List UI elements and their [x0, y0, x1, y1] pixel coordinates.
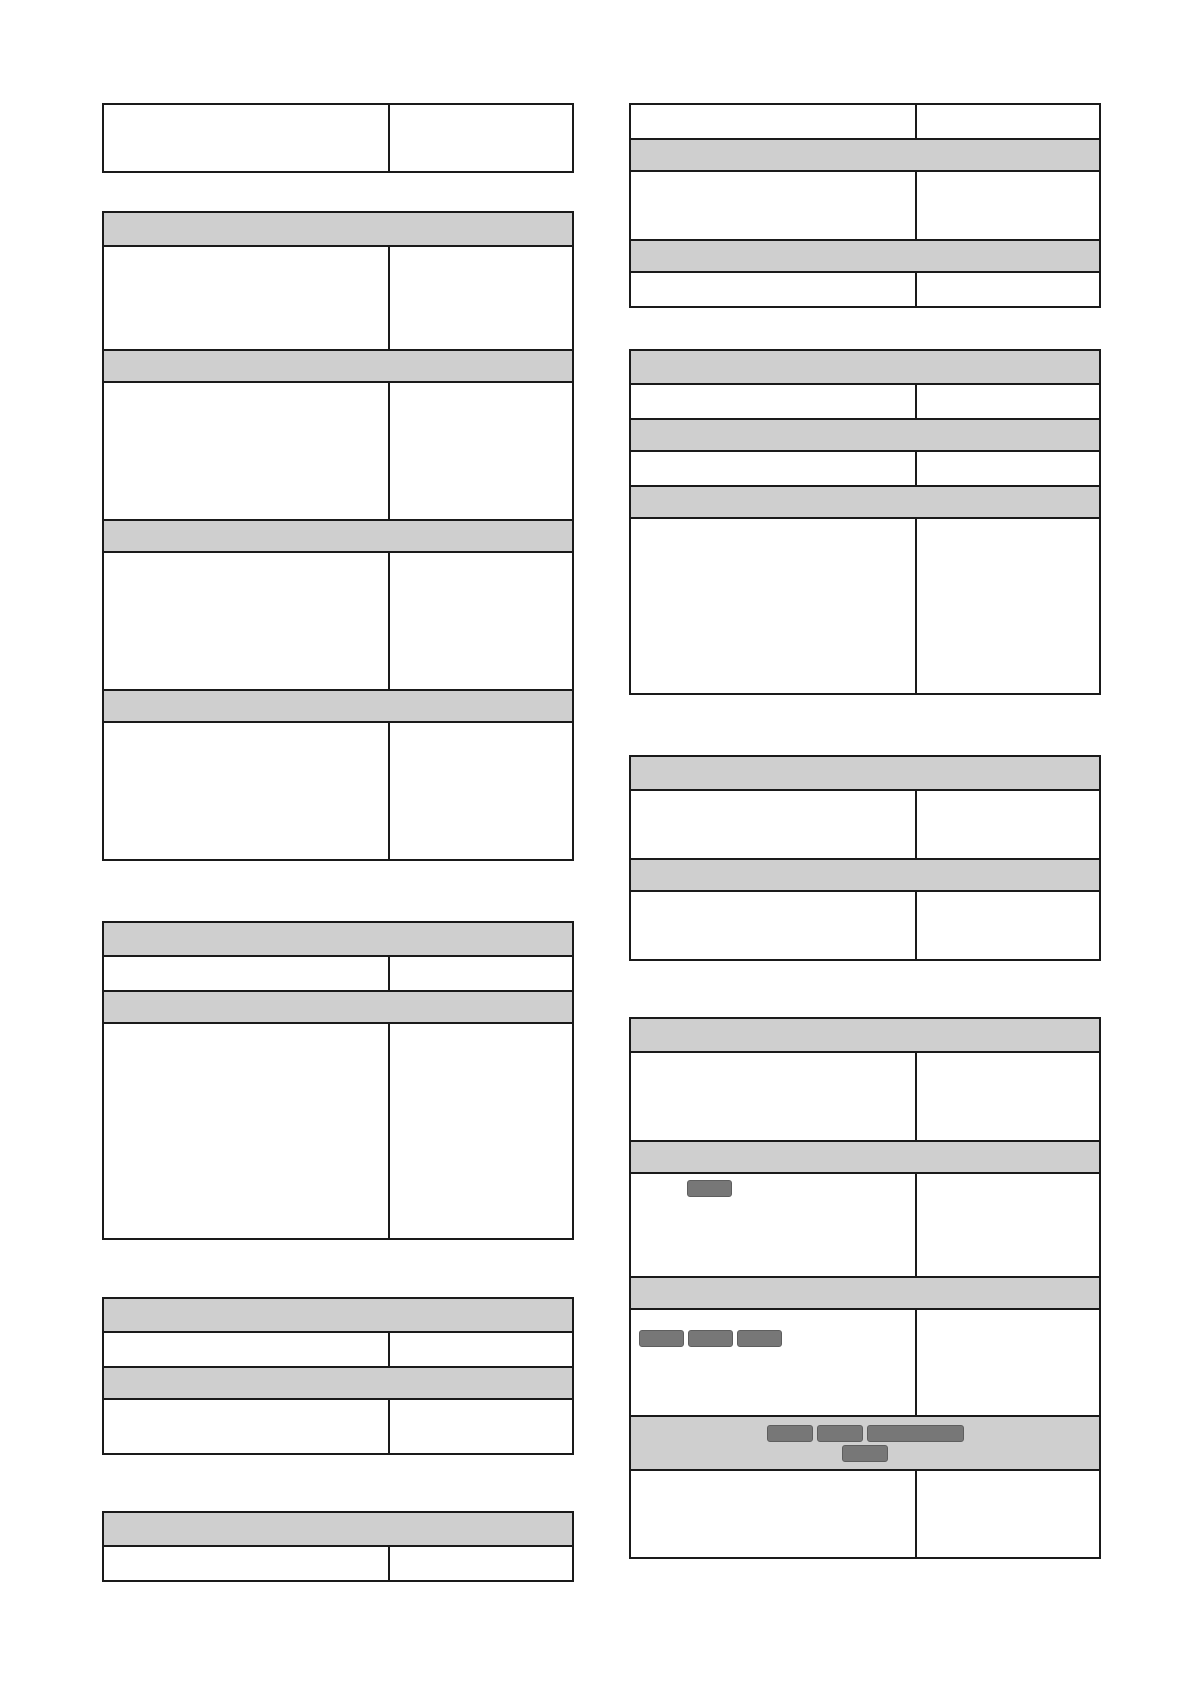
table-row	[631, 383, 1099, 418]
table-row	[104, 1331, 572, 1366]
redaction-group	[631, 1310, 915, 1347]
table-cell-value	[390, 723, 572, 859]
table-right-4	[629, 1017, 1101, 1559]
table-cell-label	[631, 172, 917, 239]
table-cell-label	[631, 1174, 917, 1276]
table-cell-label	[104, 383, 390, 519]
table-row	[104, 1398, 572, 1453]
table-left-4	[102, 1297, 574, 1455]
table-left-1	[102, 103, 574, 173]
table-cell-label	[104, 247, 390, 349]
table-cell-value	[917, 385, 1099, 418]
table-row	[104, 105, 572, 171]
redaction-mark	[867, 1425, 964, 1442]
table-cell-value	[390, 1400, 572, 1453]
table-row	[631, 890, 1099, 959]
table-section-header	[631, 1019, 1099, 1051]
table-cell-value	[917, 105, 1099, 138]
table-section-header	[631, 757, 1099, 789]
table-row	[104, 1545, 572, 1580]
table-cell-value	[917, 1053, 1099, 1140]
table-cell-label	[631, 452, 917, 485]
redaction-mark	[817, 1425, 863, 1442]
redaction-mark	[767, 1425, 813, 1442]
table-cell-value	[917, 519, 1099, 693]
table-section-header	[631, 1415, 1099, 1469]
table-section-header	[631, 138, 1099, 170]
redaction-mark	[639, 1330, 684, 1347]
table-section-header	[104, 213, 572, 245]
table-cell-value	[917, 791, 1099, 858]
table-left-3	[102, 921, 574, 1240]
table-row	[631, 170, 1099, 239]
table-cell-label	[104, 723, 390, 859]
table-cell-value	[917, 172, 1099, 239]
table-cell-value	[390, 1024, 572, 1238]
table-row	[631, 450, 1099, 485]
table-section-header	[104, 1366, 572, 1398]
table-section-header	[631, 858, 1099, 890]
table-cell-value	[390, 105, 572, 171]
table-cell-value	[390, 1547, 572, 1580]
table-cell-label	[104, 1024, 390, 1238]
table-cell-value	[917, 1174, 1099, 1276]
redaction-mark	[737, 1330, 782, 1347]
table-cell-label	[631, 105, 917, 138]
table-row	[104, 551, 572, 689]
table-cell-label	[104, 1400, 390, 1453]
table-section-header	[631, 1276, 1099, 1308]
table-cell-label	[104, 1333, 390, 1366]
table-cell-value	[390, 247, 572, 349]
redaction-mark	[842, 1445, 888, 1462]
table-cell-value	[917, 1471, 1099, 1557]
table-row	[631, 105, 1099, 138]
table-cell-label	[631, 519, 917, 693]
table-row	[631, 271, 1099, 306]
table-section-header	[631, 1140, 1099, 1172]
redaction-group	[631, 1174, 915, 1197]
table-right-2	[629, 349, 1101, 695]
table-cell-label	[631, 273, 917, 306]
table-right-1	[629, 103, 1101, 308]
table-row	[631, 517, 1099, 693]
table-cell-label	[631, 1053, 917, 1140]
redaction-mark	[687, 1180, 732, 1197]
table-cell-label	[104, 105, 390, 171]
table-cell-value	[390, 1333, 572, 1366]
table-cell-label	[631, 1471, 917, 1557]
table-cell-value	[390, 553, 572, 689]
table-row	[104, 245, 572, 349]
table-cell-value	[917, 452, 1099, 485]
table-row	[104, 381, 572, 519]
table-section-header	[631, 239, 1099, 271]
table-row	[631, 1172, 1099, 1276]
table-section-header	[104, 1299, 572, 1331]
table-section-header	[104, 1513, 572, 1545]
table-cell-label	[104, 1547, 390, 1580]
table-cell-label	[631, 1310, 917, 1415]
table-section-header	[104, 349, 572, 381]
table-cell-value	[917, 1310, 1099, 1415]
redaction-mark	[688, 1330, 733, 1347]
table-row	[631, 1469, 1099, 1557]
table-section-header	[104, 990, 572, 1022]
table-right-3	[629, 755, 1101, 961]
table-row	[104, 721, 572, 859]
table-row	[631, 1051, 1099, 1140]
table-row	[631, 1308, 1099, 1415]
table-cell-value	[390, 383, 572, 519]
table-section-header	[631, 351, 1099, 383]
table-section-header	[104, 689, 572, 721]
table-left-5	[102, 1511, 574, 1582]
table-left-2	[102, 211, 574, 861]
table-row	[104, 1022, 572, 1238]
table-cell-value	[390, 957, 572, 990]
table-cell-label	[631, 385, 917, 418]
table-cell-label	[631, 791, 917, 858]
redaction-group	[767, 1425, 964, 1442]
table-section-header	[104, 519, 572, 551]
table-cell-value	[917, 892, 1099, 959]
table-cell-value	[917, 273, 1099, 306]
redaction-group	[842, 1445, 888, 1462]
table-cell-label	[104, 957, 390, 990]
table-section-header	[631, 418, 1099, 450]
table-section-header	[104, 923, 572, 955]
table-section-header	[631, 485, 1099, 517]
table-row	[631, 789, 1099, 858]
table-cell-label	[631, 892, 917, 959]
table-cell-label	[104, 553, 390, 689]
table-row	[104, 955, 572, 990]
